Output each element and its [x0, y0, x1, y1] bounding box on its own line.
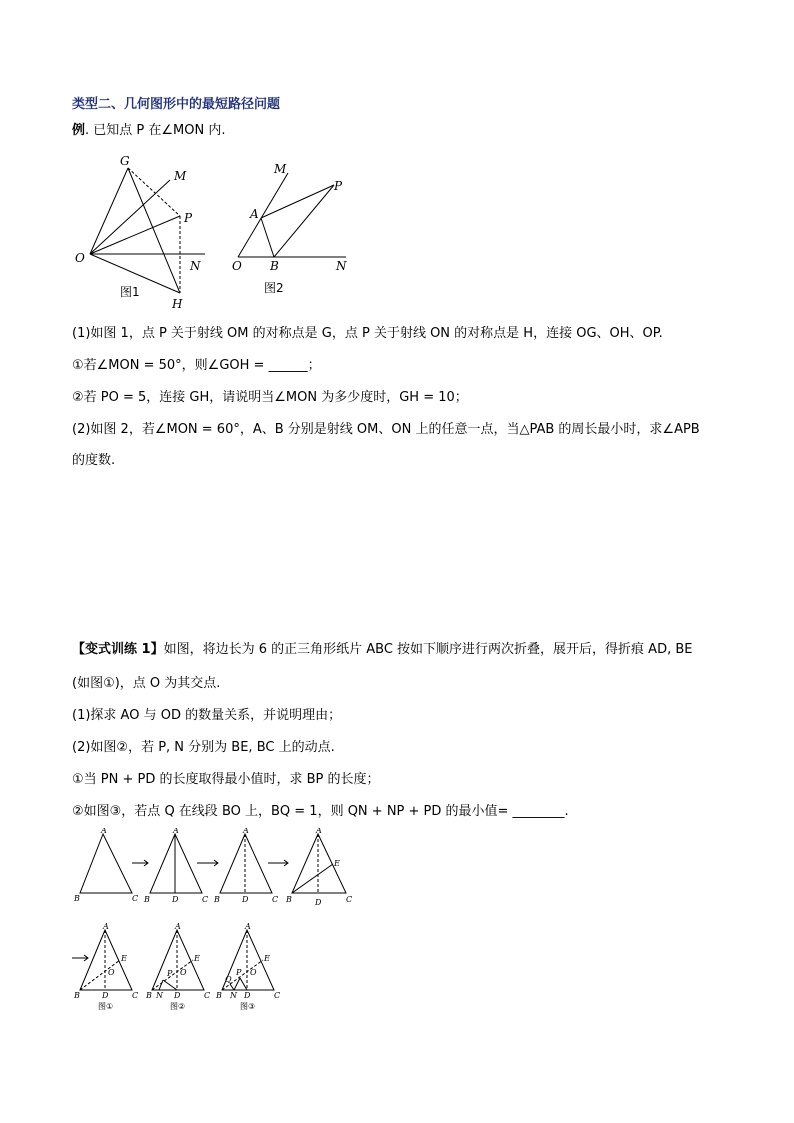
variant-line1: [72, 641, 692, 659]
variant-line2: (如图①)，点 O 为其交点.: [72, 676, 221, 691]
t3-label-d: D: [242, 895, 249, 904]
example-part2-line1: (2)如图 2，若∠MON = 60°，A、B 分别是射线 OM、ON 上的任意一点，当△PAB 的周长最小时，求∠APB: [72, 422, 700, 437]
example-part2-line2: 的度数.: [72, 453, 116, 468]
variant-text: 如图，将边长为 6 的正三角形纸片 ABC 按如下顺序进行两次折叠，展开后，得折痕 AD, BE: [163, 642, 693, 657]
example-prefix: 例: [72, 123, 86, 138]
f3-label-d: D: [244, 991, 251, 1000]
t1-label-a: A: [101, 828, 107, 835]
example-q2: ②若 PO = 5，连接 GH，请说明当∠MON 为多少度时，GH = 10；: [72, 390, 468, 405]
t4-label-a: A: [316, 828, 322, 835]
fig2-label-m: M: [274, 162, 287, 176]
t2-label-b: B: [144, 895, 150, 904]
t2-label-a: A: [173, 828, 179, 835]
variant-tag: 【变式训练 1】: [72, 642, 164, 657]
caption-fig-3: 图③: [240, 1002, 256, 1011]
f2-label-c: C: [204, 991, 211, 1000]
f1-label-e: E: [121, 954, 127, 963]
fold-sequence-row1: [70, 828, 360, 908]
f3-label-p: P: [236, 968, 242, 977]
fig2-label-a: A: [250, 207, 259, 221]
variant-q1: (1)探求 AO 与 OD 的数量关系，并说明理由；: [72, 708, 342, 723]
f1-label-b: B: [74, 991, 80, 1000]
caption-fig-2: 图②: [170, 1002, 186, 1011]
t3-label-a: A: [243, 828, 249, 835]
t4-label-c: C: [346, 895, 353, 904]
t4-label-d: D: [315, 898, 322, 907]
f3-label-n: N: [230, 991, 237, 1000]
f2-label-e: E: [194, 954, 200, 963]
fig2-label-b: B: [270, 259, 279, 273]
f3-label-b: B: [216, 991, 222, 1000]
f1-label-c: C: [132, 991, 139, 1000]
figure-1: [70, 150, 220, 310]
t1-label-c: C: [132, 894, 139, 903]
t4-label-e: E: [334, 859, 340, 868]
f2-label-d: D: [174, 991, 181, 1000]
t2-label-c: C: [202, 895, 209, 904]
fig1-label-m: M: [174, 169, 187, 183]
variant-q2a: ①当 PN + PD 的长度取得最小值时，求 BP 的长度；: [72, 772, 380, 787]
fig1-label-g: G: [120, 154, 130, 168]
t1-label-b: B: [74, 894, 80, 903]
f3-label-c: C: [274, 991, 281, 1000]
f1-label-d: D: [102, 991, 109, 1000]
fig1-caption: 图1: [120, 285, 140, 299]
t4-label-b: B: [286, 895, 292, 904]
t3-label-b: B: [214, 895, 220, 904]
f3-label-e: E: [264, 954, 270, 963]
fig2-label-p: P: [334, 179, 343, 193]
f2-label-o: O: [180, 968, 187, 977]
example-part1: (1)如图 1，点 P 关于射线 OM 的对称点是 G，点 P 关于射线 ON 的对称点是 H，连接 OG、OH、OP.: [72, 326, 663, 341]
figure-2: [228, 155, 358, 300]
fold-sequence-row2: [70, 922, 290, 1012]
f3-label-a: A: [245, 922, 251, 931]
f1-label-a: A: [103, 922, 109, 931]
f2-label-b: B: [146, 991, 152, 1000]
fig1-label-h: H: [172, 297, 183, 310]
variant-q2: (2)如图②，若 P, N 分别为 BE, BC 上的动点.: [72, 740, 335, 755]
fig1-label-p: P: [184, 211, 193, 225]
f3-label-q: Q: [225, 975, 232, 984]
example-intro: [72, 122, 225, 140]
f2-label-n: N: [156, 991, 163, 1000]
f1-label-o: O: [108, 968, 115, 977]
fig1-label-o: O: [75, 251, 85, 265]
section-heading: 类型二、几何图形中的最短路径问题: [72, 97, 281, 112]
example-intro-text: . 已知点 P 在∠MON 内.: [85, 123, 226, 138]
f3-label-o: O: [250, 968, 257, 977]
fig2-label-n: N: [336, 259, 347, 273]
fig2-label-o: O: [232, 259, 242, 273]
f2-label-a: A: [175, 922, 181, 931]
fig1-label-n: N: [190, 259, 201, 273]
fig2-caption: 图2: [264, 281, 284, 295]
t2-label-d: D: [172, 895, 179, 904]
variant-q2b: ②如图③，若点 Q 在线段 BO 上，BQ = 1，则 QN + NP + PD 的最小值= ________.: [72, 804, 569, 819]
f2-label-p: P: [167, 969, 173, 978]
caption-fig-1: 图①: [98, 1002, 114, 1011]
example-q1: ①若∠MON = 50°，则∠GOH = ______；: [72, 358, 321, 373]
t3-label-c: C: [272, 895, 279, 904]
